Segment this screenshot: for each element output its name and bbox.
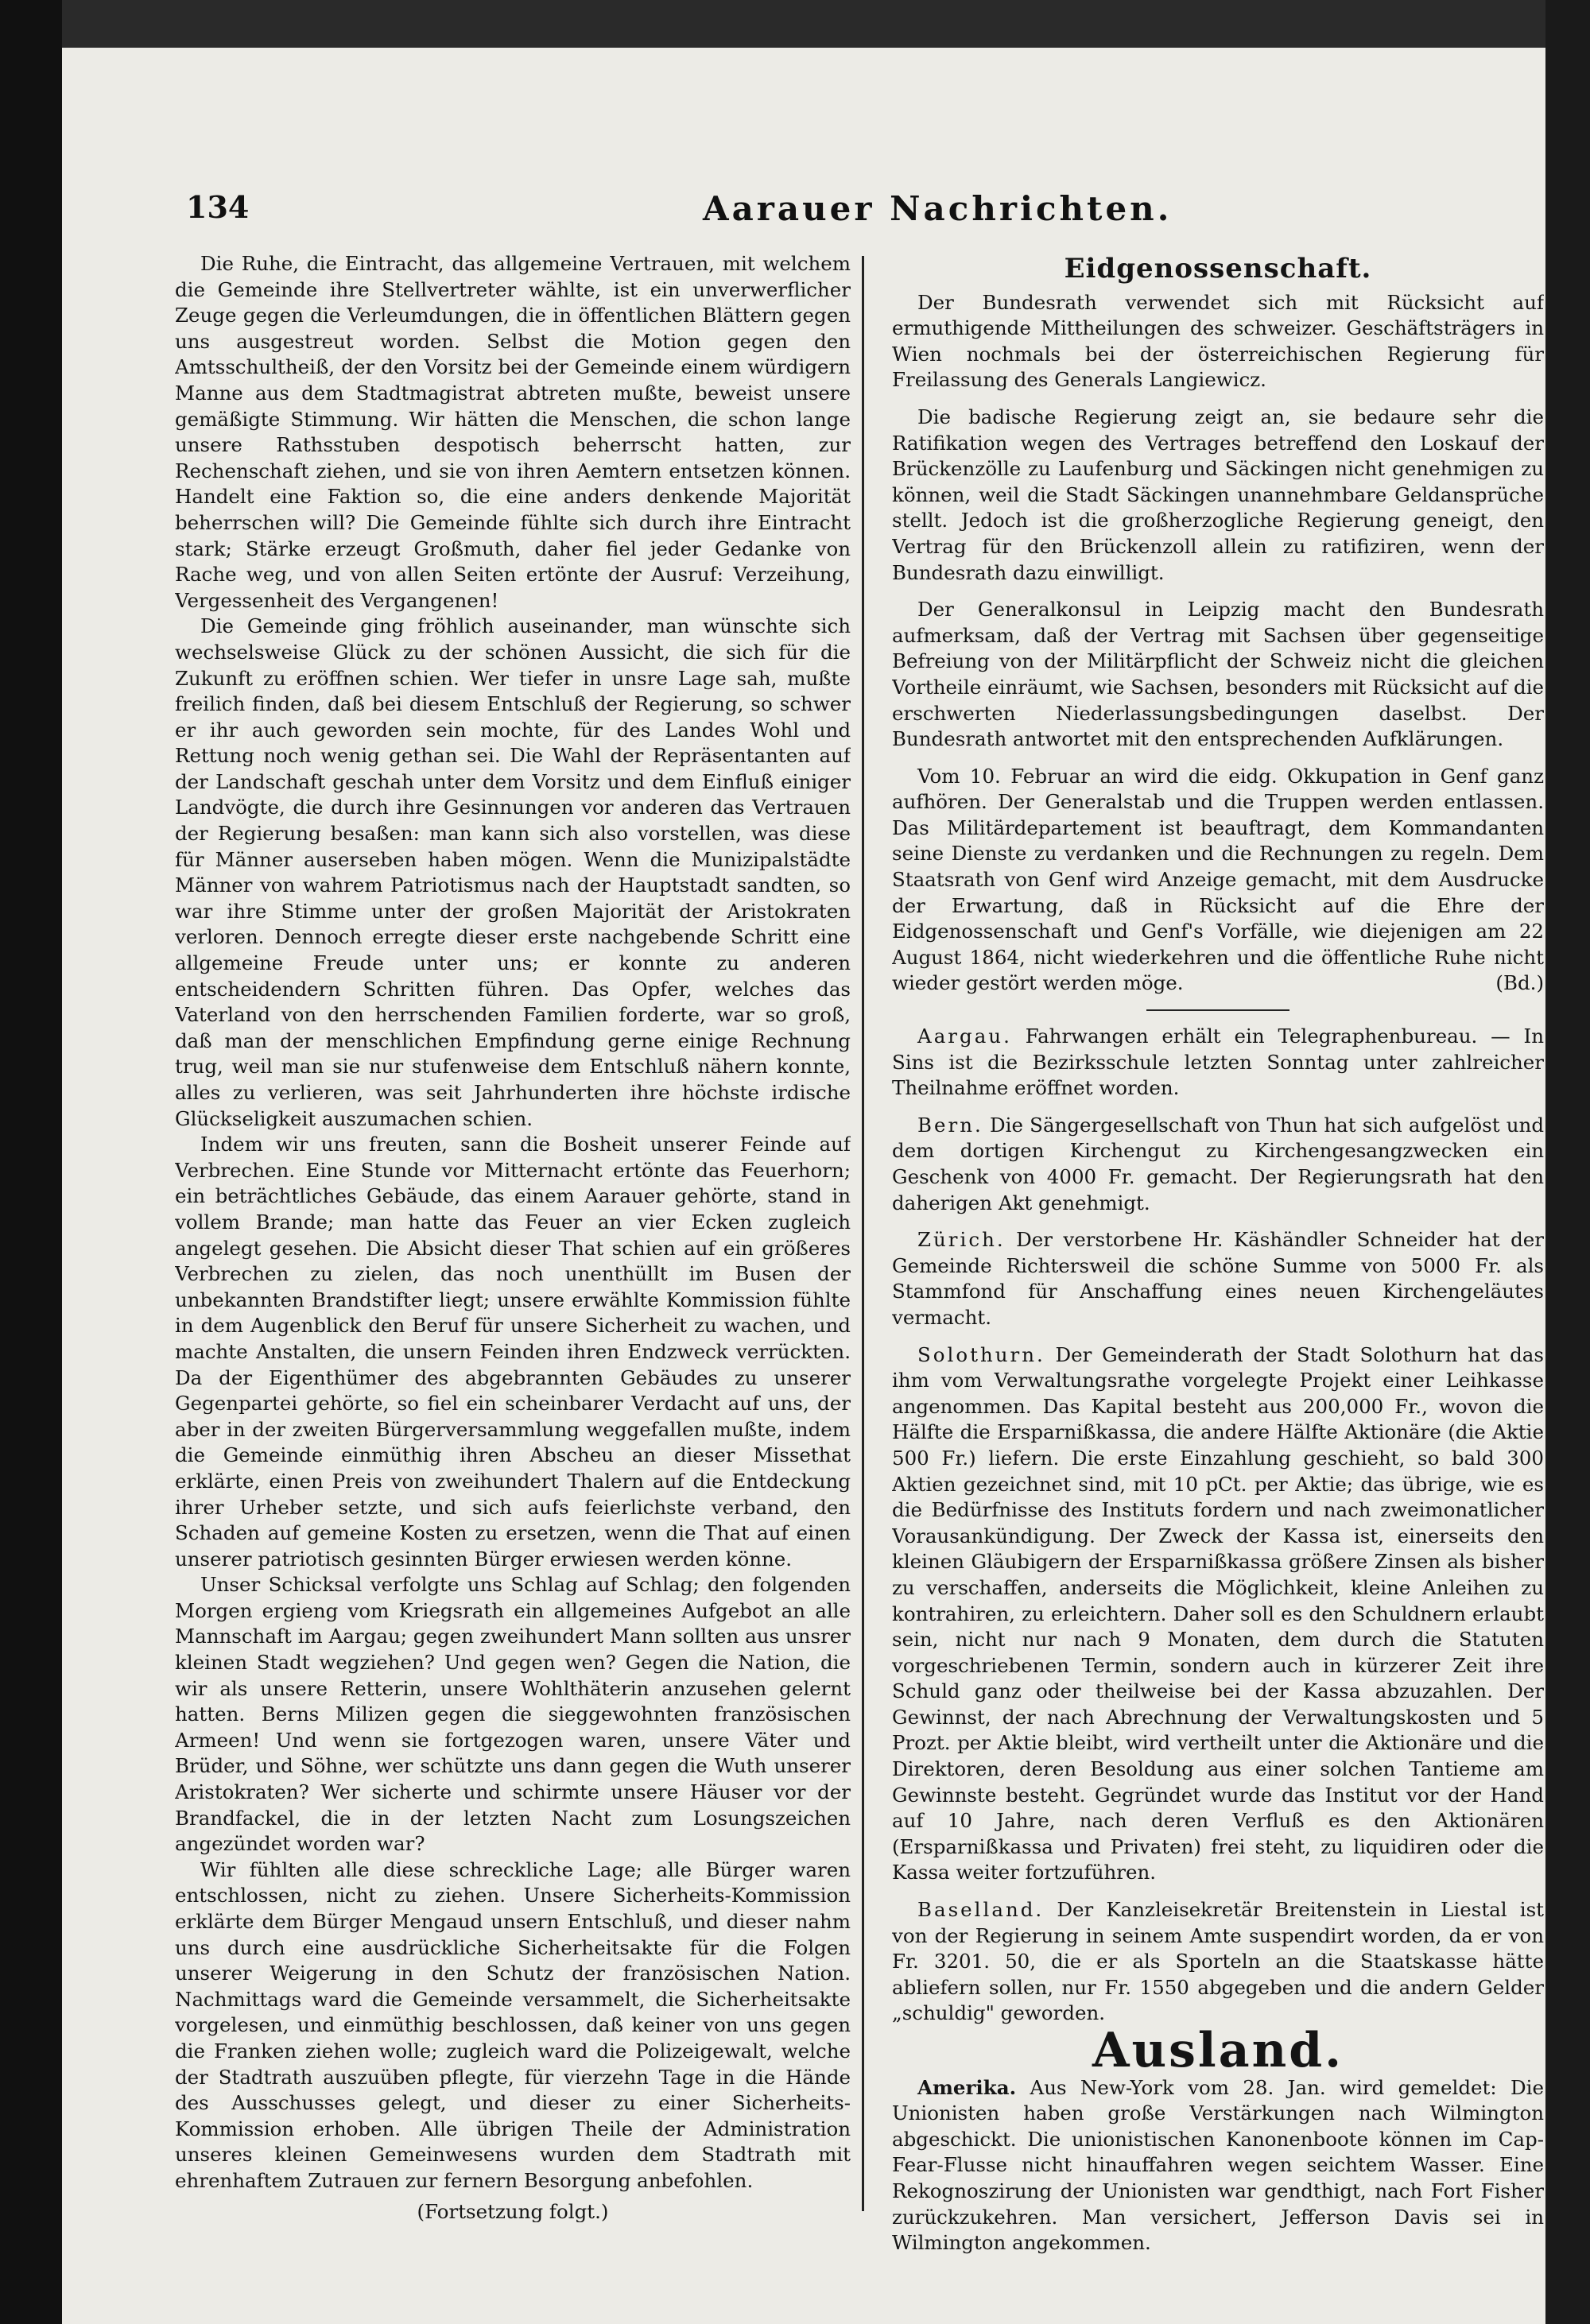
page-header [186,189,1299,245]
left-paragraph: Indem wir uns freuten, sann die Bosheit unserer Feinde auf Verbrechen. Eine Stunde vor Mitternacht ertönte das Feuerhorn; ein beträchtliches Gebäude, das einem Aarauer gehörte, stand in vollem Brande; man hatte das Feuer an vier Ecken zugleich angelegt gesehen. Die Absicht dieser That schien auf ein größeres Verbrechen zu zielen, das noch unenthüllt im Busen der unbekannten Brandstifter liegt; unsere erwählte Kommission fühlte in dem Augenblick den Beruf für unsere Sicherheit zu wachen, und machte Anstalten, die unsern Feinden ihren Endzweck verrückten. Da der Eigenthümer des abgebrannten Gebäudes zu unserer Gegenpartei gehörte, so fiel ein scheinbarer Verdacht auf uns, der aber in der zweiten Bürgerversammlung weggefallen mußte, indem die Gemeinde einmüthig ihren Abscheu an dieser Missethat erklärte, einen Preis von zweihundert Thalern auf die Entdeckung ihrer Urheber setzte, und sich aufs feierlichste verband, den Schaden auf gemeine Kosten zu ersetzen, wenn die That auf einen unserer patriotisch gesinnten Bürger erwiesen werden könne. [175,1133,851,1571]
page-number: 134 [186,189,250,225]
left-paragraph: Die Ruhe, die Eintracht, das allgemeine Vertrauen, mit welchem die Gemeinde ihre Stellvertreter wählte, ist ein unverwerflicher Zeuge gegen die Verleumdungen, die in öffentlichen Blättern gegen uns ausgestreut worden. Selbst die Motion gegen den Amtsschultheiß, der den Vorsitz bei der Gemeinde einem würdigern Manne aus dem Stadtmagistrat abtreten mußte, beweist unsere gemäßigte Stimmung. Wir hätten die Menschen, die schon lange unsere Rathsstuben despotisch beherrscht hatten, zur Rechenschaft ziehen, und sie von ihren Aemtern entsetzen können. Handelt eine Faktion so, die eine anders denkende Majorität beherrschen will? Die Gemeinde fühlte sich durch ihre Eintracht stark; Stärke erzeugt Großmuth, daher fiel jeder Gedanke von Rache weg, und von allen Seiten ertönte der Ausruf: Verzeihung, Vergessenheit des Vergangenen! [175,252,851,612]
news-item-lead: Baselland. [917,1898,1045,1922]
federal-paragraph-text: Vom 10. Februar an wird die eidg. Okkupation in Genf ganz aufhören. Der Generalstab und die Truppen werden entlassen. Das Militärdepartement ist beauftragt, dem Kommandanten seine Dienste zu verdanken und die Rechnungen zu regeln. Dem Staatsrath von Genf wird Anzeige gemacht, mit dem Ausdrucke der Erwartung, daß in Rücksicht auf die Ehre der Eidgenossenschaft und Genf's Vorfälle, wie diejenigen am 22 August 1864, nicht wiederkehren und die öffentliche Ruhe nicht wieder gestört werden möge. [892,764,1544,995]
right-column [892,251,1544,2254]
left-paragraph: Die Gemeinde ging fröhlich auseinander, man wünschte sich wechselsweise Glück zu der schönen Aussicht, die sich für die Zukunft zu eröffnen schien. Wer tiefer in unsre Lage sah, mußte freilich finden, daß bei diesem Entschluß der Regierung, so schwer er ihr auch geworden sein mochte, für des Landes Wohl und Rettung noch wenig gethan sei. Die Wahl der Repräsentanten auf der Landschaft geschah unter dem Vorsitz und dem Einfluß einiger Landvögte, die durch ihre Gesinnungen vor anderen das Vertrauen der Regierung besaßen: man kann sich also vorstellen, was diese für Männer auserseben haben mögen. Wenn die Munizipalstädte Männer von wahrem Patriotismus nach der Hauptstadt sandten, so war ihre Stimme unter der großen Majorität der Aristokraten verloren. Dennoch erregte dieser erste nachgebende Schritt eine allgemeine Freude unter uns; er konnte zu anderen entscheidendern Schritten führen. Das Opfer, welches das Vaterland von den herrschenden Familien forderte, war so groß, daß man der menschlichen Empfindung gerne einige Rechnung trug, weil man sie nur stufenweise dem Entschluß nähern konnte, alles zu verlieren, was seit Jahrhunderten ihre höchste irdische Glückseligkeit auszumachen schien. [175,614,851,1130]
scan-right-border [1545,0,1590,2324]
foreign-news-item [892,2075,1544,2254]
news-item-text: Die Sängergesellschaft von Thun hat sich aufgelöst und dem dortigen Kirchengut zu Kirchengesangzwecken ein Geschenk von 4000 Fr. gemacht. Der Regierungsrath hat den daherigen Akt genehmigt. [892,1113,1544,1214]
left-column [175,251,851,2222]
news-item-text: Der verstorbene Hr. Käshändler Schneider hat der Gemeinde Richtersweil die schöne Summe von 5000 Fr. als Stammfond für Anschaffung eines neuen Kirchengeläutes vermacht. [892,1228,1544,1329]
federal-paragraph: Die badische Regierung zeigt an, sie bedaure sehr die Ratifikation wegen des Vertrages betreffend den Loskauf der Brückenzölle zu Laufenburg und Säckingen nicht genehmigen zu können, weil die Stadt Säckingen unannehmbare Geldansprüche stellt. Jedoch ist die großherzogliche Regierung geneigt, den Vertrag für den Brückenzoll allein zu ratifiziren, wenn der Bundesrath dazu einwilligt. [892,405,1544,584]
news-item [892,1113,1544,1216]
section-rule [1146,1009,1289,1011]
news-item-lead: Solothurn. [917,1342,1045,1366]
federal-paragraph: Der Generalkonsul in Leipzig macht den Bundesrath aufmerksam, daß der Vertrag mit Sachsen über gegenseitige Befreiung von der Militärpflicht der Schweiz nicht die gleichen Vortheile einräumt, wie Sachsen, besonders mit Rücksicht auf die erschwerten Niederlassungsbedingungen daselbst. Der Bundesrath antwortet mit den entsprechenden Aufklärungen. [892,598,1544,751]
foreign-news-lead: Amerika. [917,2075,1017,2099]
federal-paragraph: Der Bundesrath verwendet sich mit Rücksicht auf ermuthigende Mittheilungen des schweizer. Geschäftsträgers in Wien nochmals bei der österreichischen Regierung für Freilassung des Generals Langiewicz. [892,290,1544,392]
section-title-eidgenossenschaft: Eidgenossenschaft. [1064,253,1372,285]
news-item-text: Der Gemeinderath der Stadt Solothurn hat das ihm vom Verwaltungsrathe vorgelegte Projekt einer Leihkasse angenommen. Das Kapital besteht aus 200,000 Fr., wovon die Hälfte die Ersparnißkassa, die andere Hälfte Aktionäre (die Aktie 500 Fr.) liefern. Die erste Einzahlung geschieht, so bald 300 Aktien gezeichnet sind, mit 10 pCt. per Aktie; das übrige, wie es die Bedürfnisse des Instituts fordern und nach zweimonatlicher Vorausankündigung. Der Zweck der Kassa ist, einerseits den kleinen Gläubigern der Ersparnißkassa größere Zinsen als bisher zu verschaffen, anderseits die Möglichkeit, kleine Anleihen zu kontrahiren, zu erleichtern. Daher soll es den Schuldnern erlaubt sein, nicht nur nach 9 Monaten, dem durch die Statuten vorgeschriebenen Termin, sondern auch in kürzerer Zeit ihre Schuld ganz oder theilweise bei der Kassa abzuzahlen. Der Gewinnst, der nach Abrechnung der Verwaltungskosten und 5 Prozt. per Aktie bleibt, wird vertheilt unter die Aktionäre und die Direktoren, deren Besoldung aus einer solchen Tantieme am Gewinnste besteht. Gegründet wurde das Institut vor der Hand auf 10 Jahre, nach deren Verfluß es den Aktionären (Ersparnißkassa und Privaten) frei steht, zu liquidiren oder die Kassa weiter fortzuführen. [892,1342,1544,1884]
news-item-text: Fahrwangen erhält ein Telegraphenbureau. — In Sins ist die Bezirksschule letzten Sonntag unter zahlreicher Theilnahme eröffnet worden. [892,1024,1544,1100]
news-item [892,1342,1544,1886]
scan-left-border [0,0,62,2324]
news-item [892,1024,1544,1102]
source-tag: (Bd.) [1495,971,1544,995]
news-item-lead: Aargau. [917,1024,1012,1048]
news-item-lead: Bern. [917,1113,983,1137]
news-item-text: Der Kanzleisekretär Breitenstein in Liestal ist von der Regierung in seinem Amte suspendirt worden, da er von Fr. 3201. 50, die er als Sporteln an die Staatskasse hätte abliefern sollen, nur Fr. 1550 abgegeben und die andern Gelder „schuldig" geworden. [892,1898,1544,2025]
news-item-lead: Zürich. [917,1228,1006,1252]
masthead: Aarauer Nachrichten. [703,189,1173,228]
left-paragraph: Wir fühlten alle diese schreckliche Lage; alle Bürger waren entschlossen, nicht zu ziehen. Unsere Sicherheits-Kommission erklärte dem Bürger Mengaud unsern Entschluß, und dieser nahm uns durch eine ausdrückliche Sicherheitsakte für die Folgen unserer Weigerung in den Schutz der französischen Nation. Nachmittags ward die Gemeinde versammelt, die Sicherheitsakte vorgelesen, und einmüthig beschlossen, daß keiner von uns gegen die Franken ziehen wolle; zugleich ward die Polizeigewalt, welche der Stadtrath auszuüben pflegte, für vierzehn Tage in die Hände des Ausschusses gelegt, und dieser zu einer Sicherheits-Kommission erhoben. Alle übrigen Theile der Administration unseres kleinen Gemeinwesens wurden dem Stadtrath mit ehrenhaftem Zutrauen zur fernern Besorgung anbefohlen. [175,1857,851,2192]
news-item [892,1227,1544,1330]
news-item [892,1897,1544,2027]
foreign-news-text: Aus New-York vom 28. Jan. wird gemeldet: Die Unionisten haben große Verstärkungen nach Wilmington abgeschickt. Die unionistischen Kanonenboote können im Cap-Fear-Flusse nicht hinauffahren wegen seichtem Wasser. Eine Rekognoszirung der Unionisten war gendthigt, nach Fort Fisher zurückzukehren. Man versichert, Jefferson Davis sei in Wilmington angekommen. [892,2075,1544,2254]
column-divider [862,256,864,2211]
continued-notice: (Fortsetzung folgt.) [417,2199,609,2222]
federal-paragraph [892,764,1544,997]
section-title-ausland: Ausland. [1092,2023,1344,2078]
newspaper-page [62,48,1545,2324]
left-paragraph: Unser Schicksal verfolgte uns Schlag auf Schlag; den folgenden Morgen ergieng vom Kriegsrath ein allgemeines Aufgebot an alle Mannschaft im Aargau; gegen zweihundert Mann sollten aus unsrer kleinen Stadt wegziehen? Und gegen wen? Gegen die Nation, die wir als unsere Retterin, unsere Wohlthäterin anzusehen gelernt hatten. Berns Milizen gegen die sieggewohnten französischen Armeen! Und wenn sie fortgezogen waren, unsere Väter und Brüder, und Söhne, wer schützte uns dann gegen die Wuth unserer Aristokraten? Wer sicherte und schirmte unsere Häuser vor der Brandfackel, die in der letzten Nacht zum Losungszeichen angezündet worden war? [175,1573,851,1856]
